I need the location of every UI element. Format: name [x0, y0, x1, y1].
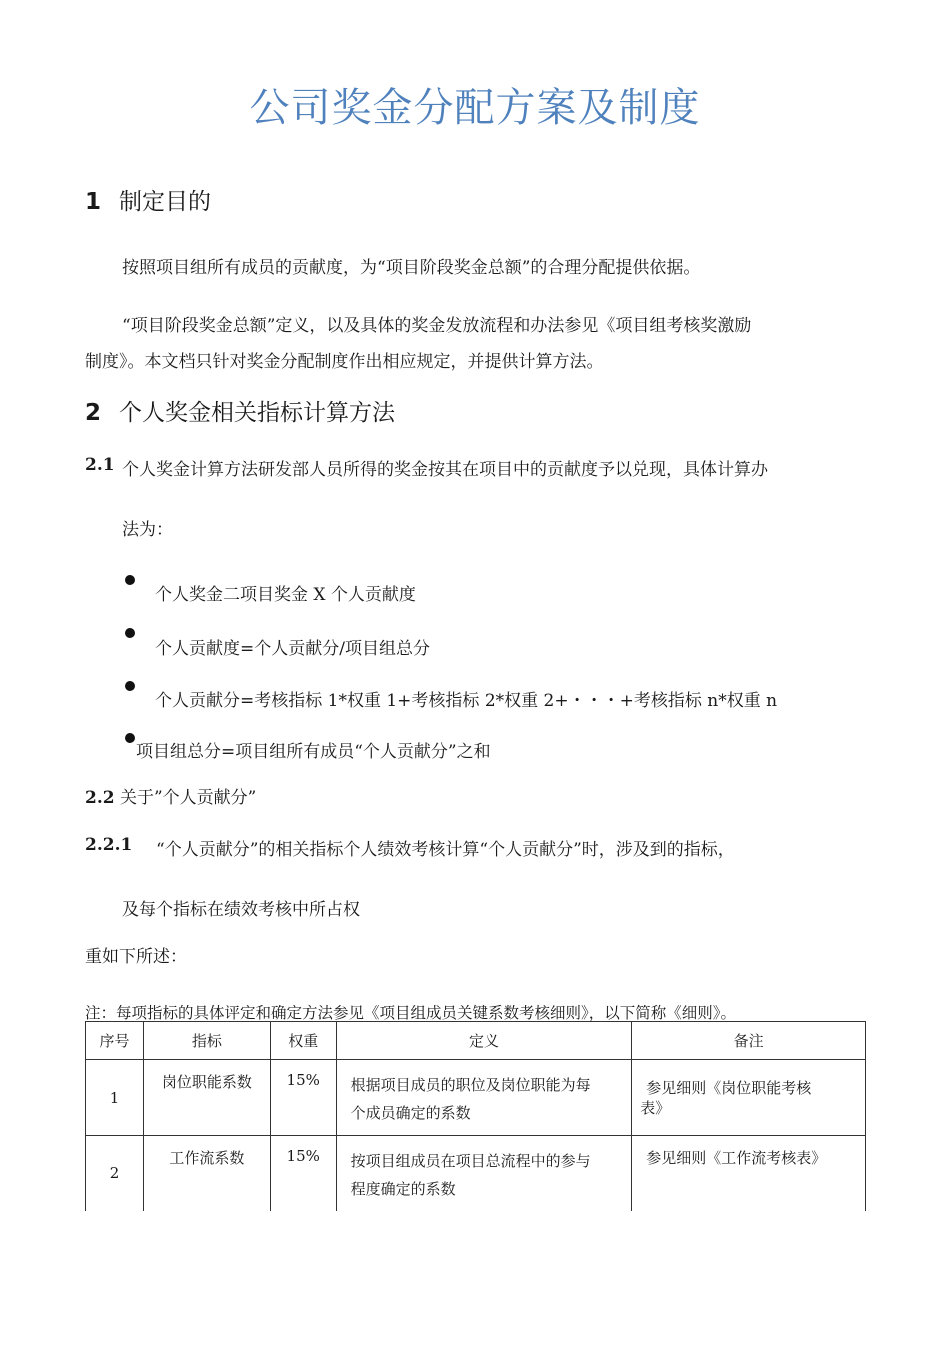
- table-note: 注：每项指标的具体评定和确定方法参见《项目组成员关键系数考核细则》，以下简称《细则》。: [85, 1004, 737, 1022]
- row-remark-line-1: 参见细则《岗位职能考核: [646, 1079, 812, 1097]
- row-definition: [336, 1136, 632, 1211]
- row-weight: 15%: [270, 1136, 336, 1211]
- row-remark-line-2: 表》: [640, 1099, 671, 1117]
- section-1-title: 制定目的: [119, 189, 211, 215]
- section-1-paragraph-1: 按照项目组所有成员的贡献度，为“项目阶段奖金总额”的合理分配提供依据。: [122, 258, 701, 278]
- header-weight: 权重: [270, 1022, 336, 1060]
- section-2-title: 个人奖金相关指标计算方法: [119, 400, 395, 426]
- header-remark: 备注: [632, 1022, 866, 1060]
- subsection-2-2-1-line-3: 重如下所述：: [85, 947, 187, 967]
- bullet-item-1: 个人奖金二项目奖金 X 个人贡献度: [155, 585, 416, 605]
- subsection-2-2-1-line-2: 及每个指标在绩效考核中所占权: [122, 900, 360, 920]
- section-2-number: 2: [85, 400, 102, 426]
- row-definition-line-1: 按项目组成员在项目总流程中的参与: [350, 1152, 591, 1170]
- section-1-paragraph-2-line-2: 制度》。本文档只针对奖金分配制度作出相应规定，并提供计算方法。: [85, 352, 604, 372]
- row-remark: [632, 1136, 866, 1211]
- bullet-dot-icon: [125, 628, 135, 638]
- header-no: 序号: [86, 1022, 144, 1060]
- row-no: 1: [86, 1060, 144, 1136]
- subsection-2-2-1-line-1: “个人贡献分”的相关指标个人绩效考核计算“个人贡献分”时，涉及到的指标，: [156, 840, 735, 860]
- indicator-table: [85, 1021, 866, 1211]
- table-header-row: [86, 1022, 866, 1060]
- row-remark-line-1: 参见细则《工作流考核表》: [646, 1149, 827, 1167]
- subsection-2-2-title: 关于”个人贡献分”: [119, 788, 257, 808]
- row-definition: [336, 1060, 632, 1136]
- row-indicator: 工作流系数: [143, 1136, 270, 1211]
- bullet-item-3: 个人贡献分=考核指标 1*权重 1+考核指标 2*权重 2+・・・+考核指标 n*权重 n: [155, 691, 778, 711]
- header-definition: 定义: [336, 1022, 632, 1060]
- section-1-heading: [85, 183, 211, 216]
- subsection-2-1-line-2: 法为：: [122, 520, 173, 540]
- subsection-2-1-number: 2.1: [85, 455, 115, 475]
- subsection-2-1-line-1: 个人奖金计算方法研发部人员所得的奖金按其在项目中的贡献度予以兑现，具体计算办: [122, 460, 768, 480]
- row-indicator: 岗位职能系数: [143, 1060, 270, 1136]
- subsection-2-2-number: 2.2: [85, 788, 115, 808]
- table-row: [86, 1136, 866, 1211]
- bullet-item-4: 项目组总分=项目组所有成员“个人贡献分”之和: [136, 742, 491, 762]
- row-definition-line-2: 程度确定的系数: [350, 1180, 456, 1198]
- bullet-dot-icon: [125, 733, 135, 743]
- table-row: [86, 1060, 866, 1136]
- bullet-dot-icon: [125, 681, 135, 691]
- subsection-2-2: [85, 783, 256, 808]
- section-1-number: 1: [85, 189, 102, 215]
- row-no: 2: [86, 1136, 144, 1211]
- section-1-paragraph-2-line-1: “项目阶段奖金总额”定义，以及具体的奖金发放流程和办法参见《项目组考核奖激励: [122, 316, 752, 336]
- subsection-2-2-1-number: 2.2.1: [85, 835, 133, 855]
- document-title: 公司奖金分配方案及制度: [249, 85, 701, 131]
- row-remark: [632, 1060, 866, 1136]
- bullet-item-2: 个人贡献度=个人贡献分/项目组总分: [155, 639, 430, 659]
- row-weight: 15%: [270, 1060, 336, 1136]
- bullet-dot-icon: [125, 575, 135, 585]
- header-indicator: 指标: [143, 1022, 270, 1060]
- section-2-heading: [85, 394, 395, 427]
- row-definition-line-2: 个成员确定的系数: [350, 1104, 471, 1122]
- row-definition-line-1: 根据项目成员的职位及岗位职能为每: [350, 1076, 591, 1094]
